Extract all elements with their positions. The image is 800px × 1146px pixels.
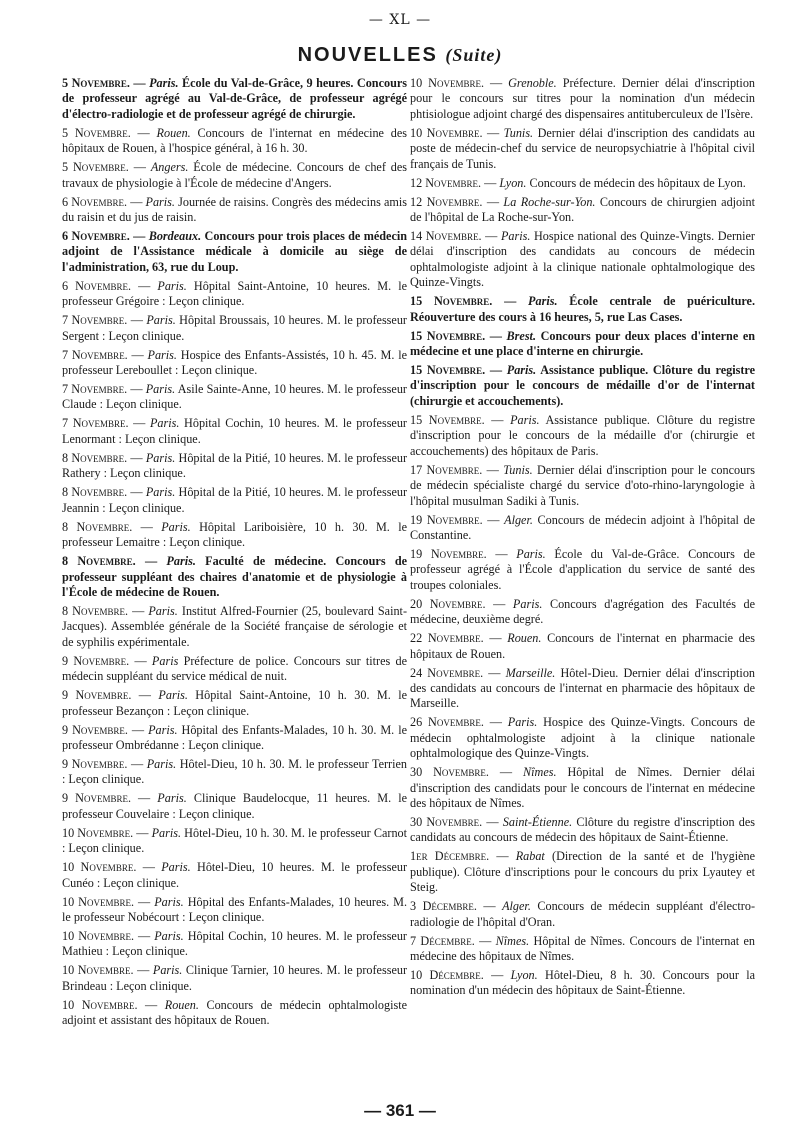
entry-date: 24 Novembre. <box>410 665 484 680</box>
entry-text: Dernier délai d'inscription des candidats au poste de médecin-chef du service de neuropsychiatrie à l'hôpital civil français de Tunis. <box>410 125 755 171</box>
entry-text: Concours de médecin suppléant d'électro-radiologie de l'hôpital d'Oran. <box>410 899 755 929</box>
entry-date: 6 Novembre. <box>62 229 130 244</box>
entry-text: (Direction de la santé et de l'hygiène publique). Clôture d'inscriptions pour le concours du prix Lyautey et Steig. <box>410 849 756 895</box>
news-entry: 5 Novembre. — Paris. École du Val-de-Grâce, 9 heures. Concours de professeur agrégé au Val-de-Grâce, de professeur agrégé d'électro-radiologie et de professeur agrégé de chirurgie. <box>62 76 408 121</box>
entry-text: Clinique Tarnier, 10 heures. M. le professeur Brindeau : Leçon clinique. <box>62 963 408 993</box>
entry-date: 19 Novembre. <box>410 512 483 527</box>
news-entry: 1er Décembre. — Rabat (Direction de la santé et de l'hygiène publique). Clôture d'inscriptions pour le concours du prix Lyautey et Steig. <box>410 849 756 895</box>
news-entry: 7 Décembre. — Nîmes. Hôpital de Nîmes. Concours de l'internat en médecine des hôpitaux de Nîmes. <box>410 933 756 963</box>
entry-date: 15 Novembre. <box>410 294 493 309</box>
news-entry: 19 Novembre. — Alger. Concours de médecin adjoint à l'hôpital de Constantine. <box>410 512 756 542</box>
entry-city: Paris. <box>148 722 178 737</box>
entry-city: Paris. <box>166 554 196 569</box>
news-entry: 10 Novembre. — Paris. Hôtel-Dieu, 10 heures. M. le professeur Cunéo : Leçon clinique. <box>62 860 408 890</box>
news-entry: 7 Novembre. — Paris. Hôpital Cochin, 10 heures. M. le professeur Lenormant : Leçon clinique. <box>62 416 407 446</box>
news-entry: 7 Novembre. — Paris. Asile Sainte-Anne, 10 heures. M. le professeur Claude : Leçon clinique. <box>62 382 407 412</box>
news-entry: 8 Novembre. — Paris. Hôpital de la Pitié, 10 heures. M. le professeur Rathery : Leçon clinique. <box>62 450 408 481</box>
entry-text: Clinique Baudelocque, 11 heures. M. le professeur Couvelaire : Leçon clinique. <box>62 791 408 821</box>
entry-city: Paris. <box>154 894 184 909</box>
entry-text: École de médecine. Concours de chef des travaux de physiologie à l'École de médecine d'Angers. <box>62 160 408 190</box>
entry-city: Paris. <box>154 928 184 943</box>
entry-city: La Roche-sur-Yon. <box>503 194 596 209</box>
news-entry: 19 Novembre. — Paris. École du Val-de-Grâce. Concours de professeur agrégé à l'École d'application du service de santé des troupes coloniales. <box>410 546 755 592</box>
entry-date: 10 Novembre. <box>62 825 134 840</box>
news-entry: 7 Novembre. — Paris. Hospice des Enfants-Assistés, 10 h. 45. M. le professeur Lereboullet : Leçon clinique. <box>62 347 407 378</box>
entry-date: 6 Novembre. <box>62 278 132 293</box>
entry-date: 7 Novembre. <box>62 416 129 431</box>
entry-text: Concours de médecin adjoint à l'hôpital de Constantine. <box>410 512 756 542</box>
entry-text: Institut Alfred-Fournier (25, boulevard Saint-Jacques). Assemblée générale de la Société française de sérologie et de syphilis expérimentale. <box>62 603 407 649</box>
entry-text: Concours pour deux places d'interne en médecine et une place d'interne en chirurgie. <box>410 328 756 359</box>
entry-text: Hôtel-Dieu, 8 h. 30. Concours pour la nomination d'un médecin des hôpitaux de Saint-Étienne. <box>410 968 756 998</box>
entry-text: Concours d'agrégation des Facultés de médecine, deuxième degré. <box>410 596 755 627</box>
entry-date: 8 Novembre. <box>62 554 136 569</box>
entry-text: Dernier délai d'inscription pour le concours de médecin spécialiste chargé du service d'oto-rhino-laryngologie à l'hôpital musulman Sadiki à Tunis. <box>410 462 756 508</box>
news-entry: 9 Novembre. — Paris. Hôtel-Dieu, 10 h. 30. M. le professeur Terrien : Leçon clinique. <box>62 756 408 787</box>
entry-city: Paris. <box>145 194 175 209</box>
entry-text: Asile Sainte-Anne, 10 heures. M. le professeur Claude : Leçon clinique. <box>62 382 407 412</box>
entry-date: 9 Novembre. <box>62 756 128 771</box>
entry-text: Hospice des Quinze-Vingts. Concours de médecin ophtalmologiste adjoint à la clinique nationale ophtalmologique des Quinze-Vingts. <box>410 715 755 761</box>
entry-city: Nîmes. <box>495 933 530 948</box>
entry-text: Hôpital Saint-Antoine, 10 heures. M. le professeur Grégoire : Leçon clinique. <box>62 278 408 309</box>
entry-city: Paris. <box>146 756 177 771</box>
entry-city: Paris. <box>151 825 182 840</box>
entry-text: Faculté de médecine. Concours de professeur suppléant des chaires d'anatomie et de physiologie à l'École de médecine de Rouen. <box>62 554 408 599</box>
entry-text: Hôpital Lariboisière, 10 h. 30. M. le professeur Lemaitre : Leçon clinique. <box>62 519 407 550</box>
entry-text: Hôtel-Dieu, 10 heures. M. le professeur Cunéo : Leçon clinique. <box>62 860 408 890</box>
entry-city: Marseille. <box>505 665 556 680</box>
news-entry: 9 Novembre. — Paris. Hôpital des Enfants-Malades, 10 h. 30. M. le professeur Ombrédanne : Leçon clinique. <box>62 722 408 752</box>
news-entry: 10 Novembre. — Grenoble. Préfecture. Dernier délai d'inscription pour le concours sur titres pour la nomination d'un médecin phtisiologue adjoint chargé des dispensaires antituberculeux de l'Isère. <box>410 76 756 121</box>
entry-date: 9 Novembre. <box>62 653 130 668</box>
entry-text: Hôpital des Enfants-Malades, 10 heures. M. le professeur Nobécourt : Leçon clinique. <box>62 894 408 924</box>
entry-city: Lyon. <box>499 175 527 190</box>
entry-city: Rouen. <box>164 997 199 1012</box>
entry-date: 20 Novembre. <box>410 596 486 611</box>
news-entry: 8 Novembre. — Paris. Hôpital de la Pitié, 10 heures. M. le professeur Jeannin : Leçon clinique. <box>62 485 408 515</box>
entry-city: Bordeaux. <box>148 229 202 244</box>
entry-city: Paris. <box>149 76 179 90</box>
entry-city: Paris. <box>161 860 191 875</box>
news-entry: 9 Novembre. — Paris. Clinique Baudelocque, 11 heures. M. le professeur Couvelaire : Leçon clinique. <box>62 791 408 821</box>
news-entry: 30 Novembre. — Saint-Étienne. Clôture du registre d'inscription des candidats au concours de médecin des hôpitaux de Saint-Étienne. <box>410 814 756 845</box>
entry-city: Paris. <box>146 313 176 328</box>
entry-city: Paris. <box>506 363 537 378</box>
entry-date: 8 Novembre. <box>62 485 128 500</box>
entry-date: 19 Novembre. <box>410 546 487 561</box>
news-entry: 15 Novembre. — Paris. Assistance publique. Clôture du registre d'inscription pour le concours de médaille d'or de l'internat (chirurgie et accouchements). <box>410 363 755 408</box>
entry-date: 7 Décembre. <box>410 933 475 948</box>
entry-text: Préfecture. Dernier délai d'inscription pour le concours sur titres pour la nomination d'un médecin phtisiologue adjoint chargé des dispensaires antituberculeux de l'Isère. <box>410 76 756 121</box>
news-entry: 6 Novembre. — Paris. Journée de raisins. Congrès des médecins amis du raisin et du jus de raisin. <box>62 194 408 225</box>
entry-text: Hôpital Cochin, 10 heures. M. le professeur Mathieu : Leçon clinique. <box>62 928 407 959</box>
entry-text: Hospice des Enfants-Assistés, 10 h. 45. M. le professeur Lereboullet : Leçon clinique. <box>62 347 407 378</box>
entry-date: 10 Novembre. <box>62 963 134 978</box>
news-entry: 5 Novembre. — Angers. École de médecine. Concours de chef des travaux de physiologie à l'École de médecine d'Angers. <box>62 160 408 190</box>
entry-city: Nîmes. <box>523 765 557 780</box>
entry-text: Hôpital Saint-Antoine, 10 h. 30. M. le professeur Bezançon : Leçon clinique. <box>62 688 408 718</box>
entry-city: Alger. <box>502 899 531 914</box>
entry-city: Saint-Étienne. <box>502 814 573 829</box>
entry-date: 14 Novembre. <box>410 229 482 244</box>
entry-date: 10 Novembre. <box>410 76 484 90</box>
entry-date: 15 Novembre. <box>410 363 486 378</box>
entry-text: Hôpital de Nîmes. Dernier délai d'inscription des candidats pour le concours de l'internat en médecine des hôpitaux de Nîmes. <box>410 765 756 810</box>
entry-date: 30 Novembre. <box>410 765 489 780</box>
entry-city: Paris. <box>516 546 546 561</box>
entry-date: 10 Novembre. <box>62 997 138 1012</box>
news-entry: 6 Novembre. — Bordeaux. Concours pour trois places de médecin adjoint de l'Assistance médicale à domicile au siège de l'administration, 63, rue du Loup. <box>62 229 408 274</box>
entry-date: 10 Novembre. <box>62 928 135 943</box>
news-entry: 22 Novembre. — Rouen. Concours de l'internat en pharmacie des hôpitaux de Rouen. <box>410 631 755 661</box>
entry-date: 15 Novembre. <box>410 412 485 427</box>
entry-date: 6 Novembre. <box>62 194 128 209</box>
news-entry: 10 Novembre. — Tunis. Dernier délai d'inscription des candidats au poste de médecin-chef du service de neuropsychiatrie à l'hôpital civil français de Tunis. <box>410 125 755 171</box>
page-title <box>0 44 800 67</box>
news-entry: 8 Novembre. — Paris. Institut Alfred-Fournier (25, boulevard Saint-Jacques). Assemblée générale de la Société française de sérologie et de syphilis expérimentale. <box>62 603 407 649</box>
entry-city: Paris. <box>157 791 187 806</box>
news-entry: 7 Novembre. — Paris. Hôpital Broussais, 10 heures. M. le professeur Sergent : Leçon clinique. <box>62 313 407 343</box>
entry-date: 1er Décembre. <box>410 849 490 864</box>
news-entry: 12 Novembre. — La Roche-sur-Yon. Concours de chirurgien adjoint de l'hôpital de La Roche-sur-Yon. <box>410 194 756 225</box>
entry-date: 5 Novembre. <box>62 76 130 90</box>
entry-date: 12 Novembre. <box>410 194 483 209</box>
entry-city: Rouen. <box>507 631 542 646</box>
news-entry: 15 Novembre. — Brest. Concours pour deux places d'interne en médecine et une place d'interne en chirurgie. <box>410 328 756 359</box>
entry-city: Paris. <box>507 715 538 730</box>
entry-date: 3 Décembre. <box>410 899 477 914</box>
news-entry: 24 Novembre. — Marseille. Hôtel-Dieu. Dernier délai d'inscription des candidats au concours de l'internat en pharmacie des hôpitaux de Marseille. <box>410 665 756 711</box>
entry-city: Rouen. <box>156 125 191 140</box>
entry-date: 8 Novembre. <box>62 450 128 465</box>
news-entry: 10 Novembre. — Paris. Hôpital Cochin, 10 heures. M. le professeur Mathieu : Leçon clinique. <box>62 928 407 959</box>
entry-date: 9 Novembre. <box>62 722 128 737</box>
news-entry: 20 Novembre. — Paris. Concours d'agrégation des Facultés de médecine, deuxième degré. <box>410 596 755 627</box>
entry-text: Assistance publique. Clôture du registre d'inscription pour le concours de la médaille d'or (chirurgie et accouchements) des hôpitaux de Paris. <box>410 412 756 458</box>
entry-city: Paris. <box>510 412 540 427</box>
news-entry: 10 Novembre. — Paris. Hôtel-Dieu, 10 h. 30. M. le professeur Carnot : Leçon clinique. <box>62 825 408 856</box>
entry-date: 12 Novembre. <box>410 175 482 190</box>
entry-city: Rabat <box>515 849 545 864</box>
entry-city: Paris. <box>145 485 176 500</box>
news-entry: 9 Novembre. — Paris Préfecture de police. Concours sur titres de médecin suppléant du service médical de nuit. <box>62 653 408 684</box>
entry-date: 7 Novembre. <box>62 382 128 397</box>
entry-text: Hospice national des Quinze-Vingts. Dernier délai d'inscription des candidats au concours de médecin ophtalmologiste adjoint à la clinique nationale ophtalmologique des Quinze-Vingts. <box>410 229 755 290</box>
entry-city: Paris <box>151 653 179 668</box>
page-title-text: NOUVELLES <box>297 44 438 66</box>
entry-city: Paris. <box>147 347 177 362</box>
entry-date: 30 Novembre. <box>410 814 483 829</box>
entry-city: Angers. <box>150 160 189 175</box>
entry-date: 10 Novembre. <box>410 125 483 140</box>
news-entry: 30 Novembre. — Nîmes. Hôpital de Nîmes. Dernier délai d'inscription des candidats pour le concours de l'internat en médecine des hôpitaux de Nîmes. <box>410 765 756 810</box>
entry-text: École du Val-de-Grâce, 9 heures. Concours de professeur agrégé au Val-de-Grâce, de professeur agrégé d'électro-radiologie et de professeur agrégé de chirurgie. <box>62 76 408 121</box>
entry-text: Hôpital des Enfants-Malades, 10 h. 30. M. le professeur Ombrédanne : Leçon clinique. <box>62 722 408 752</box>
left-column <box>62 76 407 1032</box>
entry-text: Hôtel-Dieu, 10 h. 30. M. le professeur Carnot : Leçon clinique. <box>62 825 408 856</box>
entry-city: Paris. <box>161 519 191 534</box>
entry-date: 22 Novembre. <box>410 631 484 646</box>
entry-text: École centrale de puériculture. Réouverture des cours à 16 heures, 5, rue Las Cases. <box>410 294 755 324</box>
page-title-suffix: (Suite) <box>445 45 503 65</box>
entry-city: Paris. <box>145 450 176 465</box>
entry-date: 5 Novembre. <box>62 125 131 140</box>
entry-city: Paris. <box>148 603 178 618</box>
news-entry: 8 Novembre. — Paris. Faculté de médecine. Concours de professeur suppléant des chaires d'anatomie et de physiologie à l'École de médecine de Rouen. <box>62 554 408 599</box>
entry-date: 10 Novembre. <box>62 860 137 875</box>
entry-city: Brest. <box>506 328 536 343</box>
news-entry: 10 Novembre. — Paris. Clinique Tarnier, 10 heures. M. le professeur Brindeau : Leçon clinique. <box>62 963 408 993</box>
entry-date: 7 Novembre. <box>62 347 128 362</box>
news-entry: 14 Novembre. — Paris. Hospice national des Quinze-Vingts. Dernier délai d'inscription des candidats au concours de médecin ophtalmologiste adjoint à la clinique nationale ophtalmologique des Quinze-Vingts. <box>410 229 755 290</box>
news-entry: 17 Novembre. — Tunis. Dernier délai d'inscription pour le concours de médecin spécialiste chargé du service d'oto-rhino-laryngologie à l'hôpital musulman Sadiki à Tunis. <box>410 462 756 508</box>
news-entry: 9 Novembre. — Paris. Hôpital Saint-Antoine, 10 h. 30. M. le professeur Bezançon : Leçon clinique. <box>62 688 408 718</box>
entry-text: Concours de médecin des hôpitaux de Lyon. <box>529 175 746 190</box>
entry-city: Paris. <box>152 963 183 978</box>
entry-text: Clôture du registre d'inscription des candidats au concours de médecin des hôpitaux de Saint-Étienne. <box>410 814 756 845</box>
entry-date: 8 Novembre. <box>62 519 133 534</box>
entry-city: Paris. <box>512 596 543 611</box>
entry-text: Concours pour trois places de médecin adjoint de l'Assistance médicale à domicile au siège de l'administration, 63, rue du Loup. <box>62 229 408 274</box>
news-entry: 3 Décembre. — Alger. Concours de médecin suppléant d'électro-radiologie de l'hôpital d'Oran. <box>410 899 755 929</box>
right-column <box>410 76 755 1002</box>
entry-city: Paris. <box>500 229 531 244</box>
entry-text: Assistance publique. Clôture du registre d'inscription pour le concours de médaille d'or de l'internat (chirurgie et accouchements). <box>410 363 755 408</box>
news-entry: 15 Novembre. — Paris. Assistance publique. Clôture du registre d'inscription pour le concours de la médaille d'or (chirurgie et accouchements) des hôpitaux de Paris. <box>410 412 756 458</box>
entry-city: Paris. <box>528 294 558 309</box>
entry-date: 9 Novembre. <box>62 791 131 806</box>
entry-city: Paris. <box>158 688 188 703</box>
news-entry: 8 Novembre. — Paris. Hôpital Lariboisière, 10 h. 30. M. le professeur Lemaitre : Leçon clinique. <box>62 519 407 550</box>
entry-city: Lyon. <box>510 968 538 982</box>
entry-text: Concours de chirurgien adjoint de l'hôpital de La Roche-sur-Yon. <box>410 194 756 225</box>
running-head: — XL — <box>368 12 432 28</box>
entry-text: Hôpital de Nîmes. Concours de l'internat en médecine des hôpitaux de Nîmes. <box>410 933 756 963</box>
page-number: — 361 — <box>364 1101 436 1120</box>
entry-text: Hôpital de la Pitié, 10 heures. M. le professeur Jeannin : Leçon clinique. <box>62 485 408 515</box>
entry-date: 9 Novembre. <box>62 688 132 703</box>
entry-text: Hôtel-Dieu. Dernier délai d'inscription des candidats au concours de l'internat en pharmacie des hôpitaux de Marseille. <box>410 665 756 711</box>
entry-city: Tunis. <box>503 125 534 140</box>
entry-city: Tunis. <box>503 462 533 477</box>
entry-date: 10 Décembre. <box>410 968 484 982</box>
entry-text: Journée de raisins. Congrès des médecins amis du raisin et du jus de raisin. <box>62 194 408 225</box>
entry-date: 5 Novembre. <box>62 160 129 175</box>
entry-text: Hôpital Cochin, 10 heures. M. le professeur Lenormant : Leçon clinique. <box>62 416 407 446</box>
entry-date: 26 Novembre. <box>410 715 484 730</box>
news-entry: 6 Novembre. — Paris. Hôpital Saint-Antoine, 10 heures. M. le professeur Grégoire : Leçon clinique. <box>62 278 408 309</box>
entry-date: 7 Novembre. <box>62 313 128 328</box>
entry-city: Paris. <box>149 416 180 431</box>
entry-text: Concours de l'internat en médecine des hôpitaux de Rouen, à l'hospice général, à 16 h. 30. <box>62 125 408 156</box>
entry-date: 17 Novembre. <box>410 462 483 477</box>
entry-text: Concours de l'internat en pharmacie des hôpitaux de Rouen. <box>410 631 755 661</box>
entry-text: Concours de médecin ophtalmologiste adjoint et assistant des hôpitaux de Rouen. <box>62 997 408 1028</box>
entry-text: École du Val-de-Grâce. Concours de professeur agrégé à l'École d'application du service de santé des troupes coloniales. <box>410 546 755 592</box>
entry-date: 8 Novembre. <box>62 603 129 618</box>
entry-text: Préfecture de police. Concours sur titres de médecin suppléant du service médical de nuit. <box>62 653 408 684</box>
news-entry: 5 Novembre. — Rouen. Concours de l'internat en médecine des hôpitaux de Rouen, à l'hospice général, à 16 h. 30. <box>62 125 408 156</box>
news-entry: 10 Novembre. — Paris. Hôpital des Enfants-Malades, 10 heures. M. le professeur Nobécourt : Leçon clinique. <box>62 894 408 924</box>
entry-text: Hôpital de la Pitié, 10 heures. M. le professeur Rathery : Leçon clinique. <box>62 450 408 481</box>
news-entry: 26 Novembre. — Paris. Hospice des Quinze-Vingts. Concours de médecin ophtalmologiste adjoint à la clinique nationale ophtalmologique des Quinze-Vingts. <box>410 715 755 761</box>
news-entry: 12 Novembre. — Lyon. Concours de médecin des hôpitaux de Lyon. <box>410 175 746 190</box>
entry-city: Paris. <box>145 382 176 397</box>
entry-date: 15 Novembre. <box>410 328 486 343</box>
entry-city: Grenoble. <box>508 76 557 90</box>
news-entry: 10 Novembre. — Rouen. Concours de médecin ophtalmologiste adjoint et assistant des hôpitaux de Rouen. <box>62 997 408 1028</box>
entry-city: Alger. <box>504 512 533 527</box>
news-entry: 15 Novembre. — Paris. École centrale de puériculture. Réouverture des cours à 16 heures, 5, rue Las Cases. <box>410 294 755 324</box>
entry-city: Paris. <box>157 278 187 293</box>
news-entry: 10 Décembre. — Lyon. Hôtel-Dieu, 8 h. 30. Concours pour la nomination d'un médecin des hôpitaux de Saint-Étienne. <box>410 968 756 998</box>
entry-text: Hôpital Broussais, 10 heures. M. le professeur Sergent : Leçon clinique. <box>62 313 407 343</box>
entry-date: 10 Novembre. <box>62 894 135 909</box>
entry-text: Hôtel-Dieu, 10 h. 30. M. le professeur Terrien : Leçon clinique. <box>62 756 408 787</box>
